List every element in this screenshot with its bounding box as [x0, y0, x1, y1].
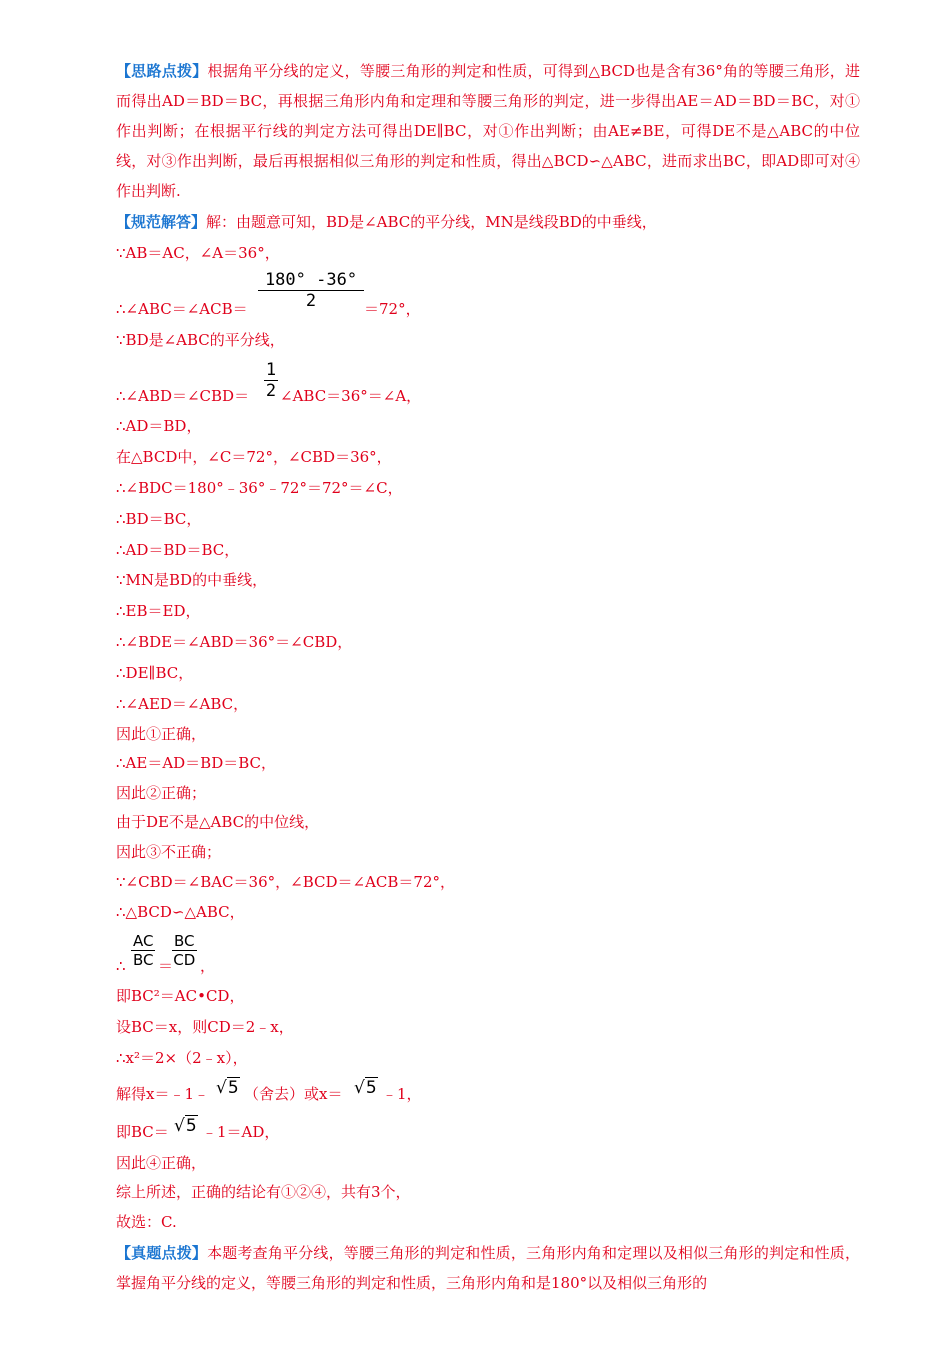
step-line: ∵∠CBD＝∠BAC＝36°，∠BCD＝∠ACB＝72°，	[116, 873, 455, 891]
step-line: 因此③不正确；	[116, 843, 222, 861]
step-line	[116, 386, 249, 406]
fraction-numerator: 180° -36°	[264, 270, 358, 290]
radicand: 5	[185, 1116, 197, 1136]
hint-text: 根据角平分线的定义，等腰三角形的判定和性质，可得到△BCD也是含有36°角的等腰三角形，进而得出AD＝BD＝BC，再根据三角形内角和定理和等腰三角形的判定，进一步得出AE＝AD＝BD＝BC，对①作出判断；在根据平行线的判定方法可得出DE∥BC，对①作出判断；由AE≠BE，可得DE不是△ABC的中位线，对③作出判断，最后再根据相似三角形的判定和性质，得出△BCD∽△ABC，进而求出BC，即AD即可对④作出判断.	[116, 62, 860, 200]
step-line: ∴DE∥BC，	[116, 664, 194, 682]
step-line: ∴EB＝ED，	[116, 602, 201, 620]
step-text: ∴∠ABD＝∠CBD＝	[116, 387, 250, 405]
sqrt-5-symbol: √5	[354, 1078, 377, 1098]
step-line: ∵BD是∠ABC的平分线，	[116, 331, 285, 349]
step-text: ∠ABC＝36°＝∠A，	[280, 387, 422, 405]
hint-paragraph	[116, 56, 860, 206]
step-line: ∴BD＝BC，	[116, 510, 202, 528]
step-line: 故选：C.	[116, 1213, 177, 1231]
step-line: ∴△BCD∽△ABC，	[116, 903, 245, 921]
step-line: 解得x＝﹣1﹣	[116, 1085, 210, 1103]
fraction-one-half	[264, 360, 278, 401]
fraction-bc-over-cd	[172, 932, 197, 969]
step-text: ，	[200, 957, 216, 975]
step-line: ∵AB＝AC，∠A＝36°，	[116, 244, 280, 262]
step-line: 因此④正确，	[116, 1154, 207, 1172]
fraction-denominator: 2	[258, 290, 364, 311]
step-line: ∴	[116, 957, 126, 975]
step-line: 因此②正确；	[116, 784, 207, 802]
step-line: 由于DE不是△ABC的中位线，	[116, 813, 320, 831]
fraction-numerator: 1	[265, 360, 277, 380]
step-line: ∴AD＝BD＝BC，	[116, 541, 240, 559]
summary-text: 本题考查角平分线，等腰三角形的判定和性质，三角形内角和定理以及相似三角形的判定和性质，掌握角平分线的定义，等腰三角形的判定和性质，三角形内角和是180°以及相似三角形的	[116, 1244, 860, 1292]
step-line: ∴x²＝2×（2﹣x），	[116, 1049, 248, 1067]
step-line: ∴∠AED＝∠ABC，	[116, 695, 249, 713]
fraction-denominator: 2	[265, 381, 277, 401]
solution-intro-line	[116, 212, 657, 232]
fraction-denominator: BC	[132, 951, 154, 969]
radicand: 5	[227, 1078, 239, 1098]
step-line: ∵MN是BD的中垂线，	[116, 571, 268, 589]
radicand: 5	[365, 1078, 377, 1098]
step-line: ∴∠BDC＝180°﹣36°﹣72°＝72°＝∠C，	[116, 479, 403, 497]
step-line: 因此①正确，	[116, 725, 207, 743]
step-line: ∴∠BDE＝∠ABD＝36°＝∠CBD，	[116, 633, 353, 651]
step-text: ∴∠ABC＝∠ACB＝	[116, 300, 248, 318]
step-text: ＝	[158, 957, 174, 975]
sqrt-5-symbol: √5	[216, 1078, 239, 1098]
step-line: 即BC²＝AC•CD，	[116, 987, 245, 1005]
step-text: ＝72°，	[364, 300, 421, 318]
step-line	[116, 299, 248, 319]
summary-tag: 【真题点拨】	[116, 1244, 208, 1262]
step-line: 即BC＝	[116, 1123, 169, 1141]
sqrt-5-symbol: √5	[174, 1116, 197, 1136]
hint-tag: 【思路点拨】	[116, 62, 208, 80]
step-line: ∴AD＝BD，	[116, 417, 202, 435]
fraction-ac-over-bc	[131, 932, 155, 969]
summary-paragraph	[116, 1238, 860, 1298]
fraction-180-36-over-2	[258, 270, 364, 311]
step-line: 设BC＝x，则CD＝2﹣x，	[116, 1018, 294, 1036]
solution-tag: 【规范解答】	[116, 213, 207, 231]
step-text: ﹣1＝AD，	[202, 1123, 280, 1141]
fraction-numerator: AC	[133, 932, 154, 950]
step-text: （舍去）或x＝	[244, 1085, 343, 1103]
fraction-denominator: CD	[173, 951, 196, 969]
solution-intro: 解：由题意可知，BD是∠ABC的平分线，MN是线段BD的中垂线，	[206, 213, 657, 231]
step-line: ∴AE＝AD＝BD＝BC，	[116, 754, 277, 772]
step-line: 综上所述，正确的结论有①②④，共有3个，	[116, 1183, 411, 1201]
fraction-numerator: BC	[174, 932, 195, 950]
step-line: 在△BCD中，∠C＝72°，∠CBD＝36°，	[116, 448, 392, 466]
step-text: ﹣1，	[382, 1085, 422, 1103]
